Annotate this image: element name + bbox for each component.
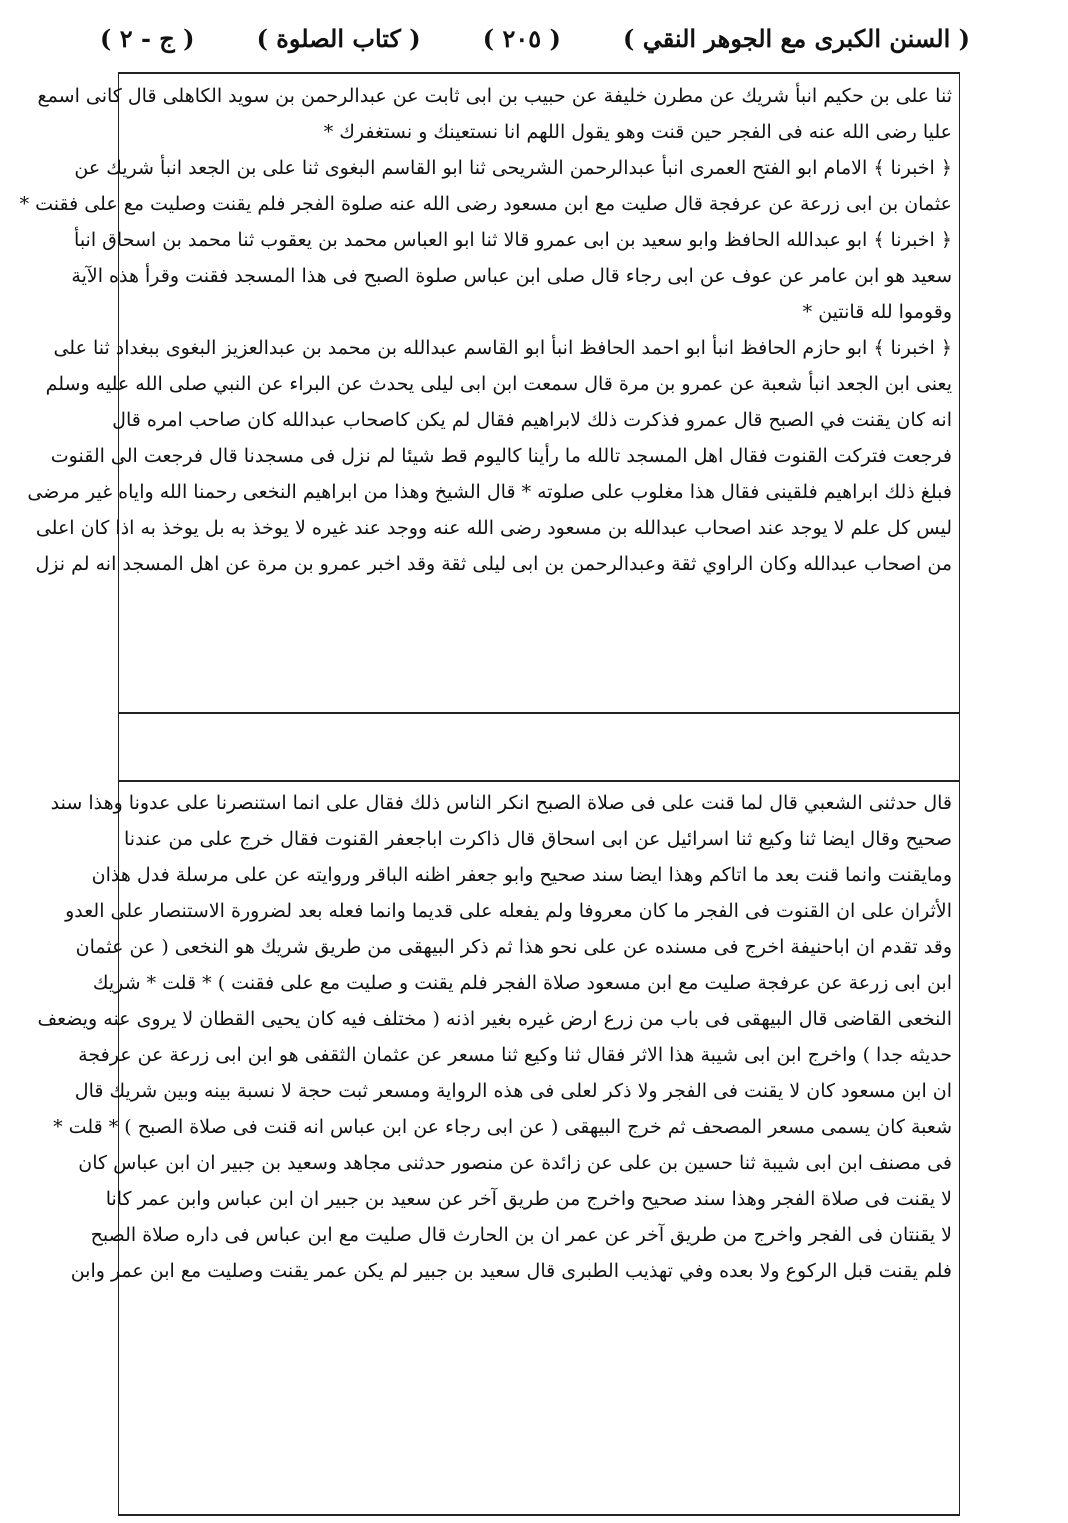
commentary-line: النخعى القاضى قال البيهقى فى باب من زرع ارض غيره بغير اذنه ( مختلف فيه كان يحيى القطان لا يروى عنه ويضعف bbox=[37, 1008, 952, 1030]
text-line: ﴿ اخبرنا ﴾ الامام ابو الفتح العمرى انبأ عبدالرحمن الشريحى ثنا ابو القاسم البغوى ثنا على بن الجعد انبأ شريك عن bbox=[74, 157, 952, 179]
commentary-line: لا يقنت فى صلاة الفجر وهذا سند صحيح واخرج من طريق آخر عن سعيد بن جبير ان ابن عباس وابن عمر كانا bbox=[105, 1188, 952, 1210]
page-header bbox=[100, 8, 970, 68]
text-line: ﴿ اخبرنا ﴾ ابو حازم الحافظ انبأ ابو احمد الحافظ انبأ ابو القاسم عبدالله بن محمد بن عبدالعزيز البغوى ببغداد ثنا على bbox=[53, 337, 952, 359]
commentary-line: وقد تقدم ان اباحنيفة اخرج فى مسنده عن على نحو هذا ثم ذكر البيهقى من طريق شريك هو النخعى ( عن عثمان bbox=[75, 936, 952, 958]
text-line: ثنا على بن حكيم انبأ شريك عن مطرن خليفة عن حبيب بن ابى ثابت عن عبدالرحمن بن سويد الكاهلى قال كانى اسمع bbox=[37, 85, 952, 107]
text-line: يعنى ابن الجعد انبأ شعبة عن عمرو بن مرة قال سمعت ابن ابى ليلى يحدث عن البراء عن النبي صلى الله عليه وسلم bbox=[45, 373, 952, 395]
volume-number: ( ج - ٢ ) bbox=[100, 23, 195, 53]
text-line: انه كان يقنت في الصبح قال عمرو فذكرت ذلك لابراهيم فقال لم يكن كاصحاب عبدالله كان صاحب امره قال bbox=[112, 409, 952, 431]
page-number: ( ٢٠٥ ) bbox=[482, 23, 561, 53]
chapter-title: ( كتاب الصلوة ) bbox=[256, 23, 421, 53]
main-text bbox=[19, 78, 952, 582]
commentary-text bbox=[37, 785, 952, 1289]
book-title: ( السنن الكبرى مع الجوهر النقي ) bbox=[622, 23, 970, 53]
commentary-line: ان ابن مسعود كان لا يقنت فى الفجر ولا ذكر لعلى فى هذه الرواية ومسعر ثبت حجة لا نسبة بينه وبين شريك قال bbox=[74, 1080, 952, 1102]
commentary-line: ابن ابى زرعة عن عرفجة صليت مع ابن مسعود صلاة الفجر فلم يقنت و صليت مع على فقنت ) * قلت * شريك bbox=[92, 972, 952, 994]
text-line: عثمان بن ابى زرعة عن عرفجة قال صليت مع ابن مسعود رضى الله عنه صلوة الفجر فلم يقنت وصليت مع على فقنت * bbox=[19, 193, 952, 215]
text-line: فبلغ ذلك ابراهيم فلقينى فقال هذا مغلوب على صلوته * قال الشيخ وهذا من ابراهيم النخعى رحمنا الله واياه غير مرضى bbox=[27, 481, 952, 503]
commentary-line: صحيح وقال ايضا ثنا وكيع ثنا اسرائيل عن ابى اسحاق قال ذاكرت اباجعفر القنوت فقال خرج على من عندنا bbox=[124, 828, 952, 850]
text-line: ﴿ اخبرنا ﴾ ابو عبدالله الحافظ وابو سعيد بن ابى عمرو قالا ثنا ابو العباس محمد بن يعقوب ثنا محمد بن اسحاق انبأ bbox=[74, 229, 952, 251]
commentary-line: شعبة كان يسمى مسعر المصحف ثم خرج البيهقى ( عن ابى رجاء عن ابن عباس انه قنت فى صلاة الصبح ) * قلت * bbox=[53, 1116, 952, 1138]
commentary-line: لا يقنتان فى الفجر واخرج من طريق آخر عن عمر ان بن الحارث قال صليت مع ابن عباس فى داره صلاة الصبح bbox=[90, 1224, 952, 1246]
commentary-line: ومايقنت وانما قنت بعد ما اتاكم وهذا ايضا سند صحيح وابو جعفر اظنه الباقر وروايته عن على مرسلة فدل هذان bbox=[91, 864, 952, 886]
text-line: من اصحاب عبدالله وكان الراوي ثقة وعبدالرحمن بن ابى ليلى ثقة وقد اخبر عمرو بن مرة عن اهل المسجد انه لم نزل bbox=[35, 553, 952, 575]
text-line: سعيد هو ابن عامر عن عوف عن ابى رجاء قال صلى ابن عباس صلوة الصبح فى هذا المسجد فقنت وقرأ هذه الآية bbox=[71, 265, 952, 287]
text-line: وقوموا لله قانتين * bbox=[802, 301, 952, 323]
commentary-line: فلم يقنت قبل الركوع ولا بعده وفي تهذيب الطبرى قال سعيد بن جبير لم يكن عمر يقنت وصليت مع ابن عمر وابن bbox=[70, 1260, 952, 1282]
commentary-rule bbox=[118, 780, 960, 782]
text-line: عليا رضى الله عنه فى الفجر حين قنت وهو يقول اللهم انا نستعينك و نستغفرك * bbox=[323, 121, 952, 143]
separator-rule bbox=[118, 712, 960, 714]
commentary-line: قال حدثنى الشعبي قال لما قنت على فى صلاة الصبح انكر الناس ذلك فقال على انما استنصرنا على عدونا وهذا سند bbox=[50, 792, 952, 814]
commentary-line: حديثه جدا ) واخرج ابن ابى شيبة هذا الاثر فقال ثنا وكيع ثنا مسعر عن عثمان الثقفى هو ابن ابى زرعة عن عرفجة bbox=[78, 1044, 952, 1066]
text-line: فرجعت فتركت القنوت فقال اهل المسجد تالله ما رأينا كاليوم قط شيئا لم نزل فى مسجدنا قال فرجعت الى القنوت bbox=[50, 445, 952, 467]
commentary-line: الأثران على ان القنوت فى الفجر ما كان معروفا ولم يفعله على قديما وانما فعله بعد لضرورة الاستنصار على العدو bbox=[65, 900, 952, 922]
commentary-line: فى مصنف ابن ابى شيبة ثنا حسين بن على عن زائدة عن منصور حدثنى مجاهد وسعيد بن جبير ان ابن عباس كان bbox=[78, 1152, 952, 1174]
text-line: ليس كل علم لا يوجد عند اصحاب عبدالله بن مسعود رضى الله عنه ووجد عند غيره لا يوخذ به بل يوخذ به اذا كان اعلى bbox=[35, 517, 952, 539]
